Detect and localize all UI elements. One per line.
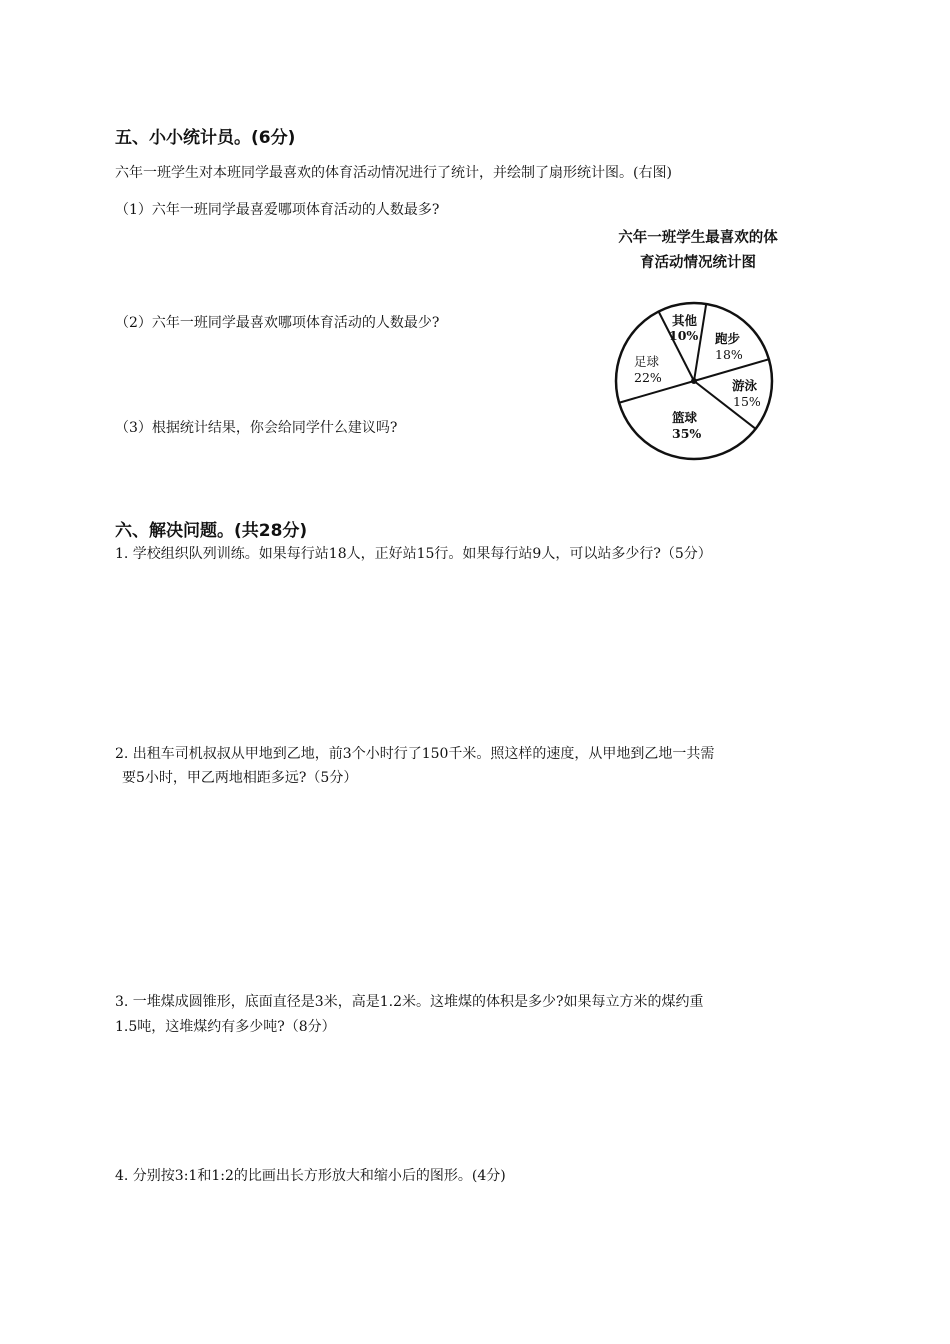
slice-label-football: 足球 <box>634 354 660 369</box>
section5-heading: 五、小小统计员。(6分) <box>115 128 296 148</box>
chart-title-line2: 育活动情况统计图 <box>640 255 756 271</box>
question-3: （3）根据统计结果，你会给同学什么建议吗? <box>115 420 398 436</box>
slice-pct-running: 18% <box>715 347 743 362</box>
slice-label-swimming: 游泳 <box>732 378 758 393</box>
slice-label-other: 其他 <box>672 313 698 328</box>
question-1: （1）六年一班同学最喜爱哪项体育活动的人数最多? <box>115 202 440 218</box>
slice-pct-swimming: 15% <box>733 394 761 409</box>
section6-heading: 六、解决问题。(共28分) <box>115 521 308 541</box>
slice-label-running: 跑步 <box>715 331 741 346</box>
problem-2-line1: 2. 出租车司机叔叔从甲地到乙地，前3个小时行了150千米。照这样的速度，从甲地到乙地一共需 <box>115 746 715 762</box>
slice-label-basketball: 篮球 <box>672 410 698 425</box>
problem-3-line1: 3. 一堆煤成圆锥形，底面直径是3米，高是1.2米。这堆煤的体积是多少?如果每立方米的煤约重 <box>115 994 704 1010</box>
problem-1: 1. 学校组织队列训练。如果每行站18人，正好站15行。如果每行站9人，可以站多少行?（5分） <box>115 546 712 562</box>
slice-pct-basketball: 35% <box>672 426 702 441</box>
question-2: （2）六年一班同学最喜欢哪项体育活动的人数最少? <box>115 315 440 331</box>
problem-4: 4. 分别按3:1和1:2的比画出长方形放大和缩小后的图形。(4分) <box>115 1168 506 1184</box>
problem-2-line2: 要5小时，甲乙两地相距多远?（5分） <box>122 770 358 786</box>
section5-intro: 六年一班学生对本班同学最喜欢的体育活动情况进行了统计，并绘制了扇形统计图。(右图) <box>115 165 672 181</box>
pie-center <box>691 378 697 384</box>
slice-pct-other: 10% <box>669 328 699 343</box>
slice-pct-football: 22% <box>634 370 662 385</box>
chart-title-line1: 六年一班学生最喜欢的体 <box>618 230 778 246</box>
pie-chart <box>605 293 785 473</box>
problem-3-line2: 1.5吨，这堆煤约有多少吨?（8分） <box>115 1019 336 1035</box>
